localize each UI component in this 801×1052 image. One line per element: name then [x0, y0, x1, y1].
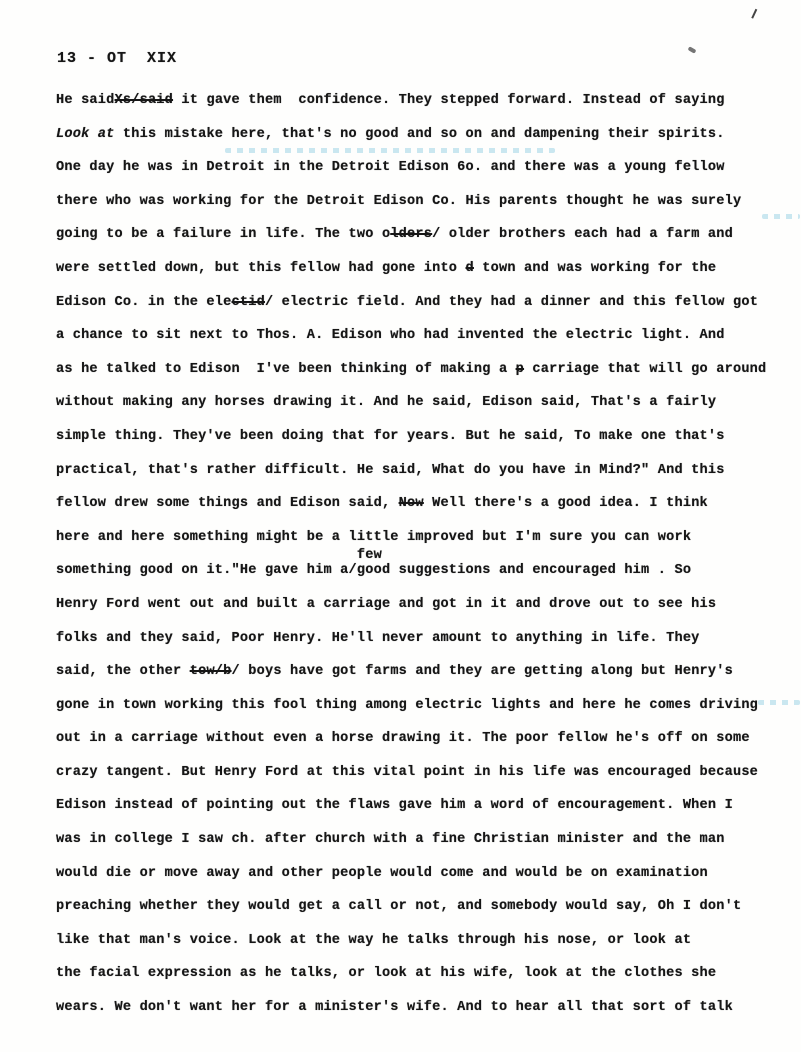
text-line [56, 185, 786, 219]
text-line [56, 386, 786, 420]
text-line [56, 823, 786, 857]
text-segment: / older brothers each had a farm and [432, 227, 733, 243]
text-line [56, 84, 786, 118]
text-segment: Edison instead of pointing out the flaws gave him a word of encouragement. When I [56, 798, 733, 814]
text-segment: crazy tangent. But Henry Ford at this vital point in his life was encouraged because [56, 764, 759, 780]
text-segment: preaching whether they would get a call or not, and somebody would say, Oh I don't [56, 899, 742, 915]
text-line [56, 420, 786, 454]
text-segment: here and here something might be a little improved but I'm sure you can work [56, 529, 692, 545]
text-line [56, 991, 786, 1025]
text-line [56, 252, 786, 286]
text-line [56, 789, 786, 823]
struck-out-text: tow/b [189, 664, 232, 680]
text-segment: / electric field. And they had a dinner and this fellow got [264, 294, 759, 310]
text-segment: town and was working for the [473, 260, 717, 276]
text-line [56, 353, 786, 387]
text-line [56, 319, 786, 353]
text-segment: good suggestions and encouraged him . So [356, 563, 692, 579]
text-line [56, 487, 786, 521]
text-segment: was in college I saw ch. after church with a fine Christian minister and the man [56, 832, 725, 848]
text-line [56, 521, 786, 555]
text-segment: folks and they said, Poor Henry. He'll never amount to anything in life. They [56, 630, 700, 646]
text-line [56, 655, 786, 689]
text-line [56, 588, 786, 622]
text-segment: He said [56, 93, 115, 108]
text-line [56, 924, 786, 958]
text-segment: Edison Co. in the ele [56, 294, 232, 310]
text-segment: the facial expression as he talks, or look at his wife, look at the clothes she [56, 966, 717, 982]
text-segment: this mistake here, that's no good and so on and dampening their spirits. [114, 126, 725, 142]
struck-out-text: d [465, 260, 474, 276]
text-segment: fellow drew some things and Edison said, [56, 496, 399, 512]
text-segment: were settled down, but this fellow had gone into [56, 260, 466, 276]
text-line [56, 689, 786, 723]
text-segment: like that man's voice. Look at the way he talks through his nose, or look at [56, 932, 692, 948]
text-segment: out in a carriage without even a horse drawing it. The poor fellow he's off on some [56, 731, 750, 747]
document-lines [56, 84, 786, 1025]
text-segment: going to be a failure in life. The two o [56, 227, 391, 243]
text-line [56, 756, 786, 790]
text-segment: said, the other [56, 664, 190, 680]
text-line [56, 454, 786, 488]
text-segment: wears. We don't want her for a minister's wife. And to hear all that sort of talk [56, 1000, 733, 1016]
struck-out-text: Xs/said [114, 93, 174, 108]
text-line [56, 118, 786, 152]
stray-ink-mark [688, 46, 697, 53]
struck-out-text: ctid [231, 294, 265, 310]
text-line [56, 890, 786, 924]
text-segment: simple thing. They've been doing that for years. But he said, To make one that's [56, 428, 725, 444]
struck-out-text: Now [398, 496, 424, 512]
text-segment: a chance to sit next to Thos. A. Edison who had invented the electric light. And [56, 328, 725, 344]
text-segment: carriage that will go around [524, 361, 767, 377]
text-segment: gone in town working this fool thing among electric lights and here he comes driving [56, 697, 759, 713]
text-segment: something good on it."He gave him a/ [56, 563, 357, 579]
text-segment: would die or move away and other people would come and would be on examination [56, 865, 708, 881]
text-segment: as he talked to Edison I've been thinking of making a [56, 361, 516, 377]
text-segment: there who was working for the Detroit Edison Co. His parents thought he was surely [56, 193, 742, 209]
text-line [56, 218, 786, 252]
text-segment: / boys have got farms and they are getting along but Henry's [231, 664, 733, 680]
emphasized-text: Look at [56, 126, 115, 142]
text-segment: Henry Ford went out and built a carriage and got in it and drove out to see his [56, 596, 717, 612]
text-segment: practical, that's rather difficult. He said, What do you have in Mind?" And this [56, 462, 725, 478]
text-line [56, 286, 786, 320]
stray-ink-mark [751, 9, 762, 21]
text-line: something good on it."He gave him a/fewgood suggestions and encouraged him . So [56, 548, 692, 579]
text-segment: One day he was in Detroit in the Detroit Edison 6o. and there was a young fellow [56, 160, 725, 176]
struck-out-text: lders [390, 227, 433, 243]
text-segment: without making any horses drawing it. And he said, Edison said, That's a fairly [56, 395, 717, 411]
text-line [56, 957, 786, 991]
text-line [56, 622, 786, 656]
text-line [56, 722, 786, 756]
struck-out-text: p [515, 361, 525, 377]
text-line [56, 857, 786, 891]
text-line [56, 151, 786, 185]
page-header: 13 - OT XIX [57, 50, 178, 67]
text-segment: it gave them confidence. They stepped forward. Instead of saying [173, 93, 725, 108]
text-segment: Well there's a good idea. I think [423, 496, 708, 512]
